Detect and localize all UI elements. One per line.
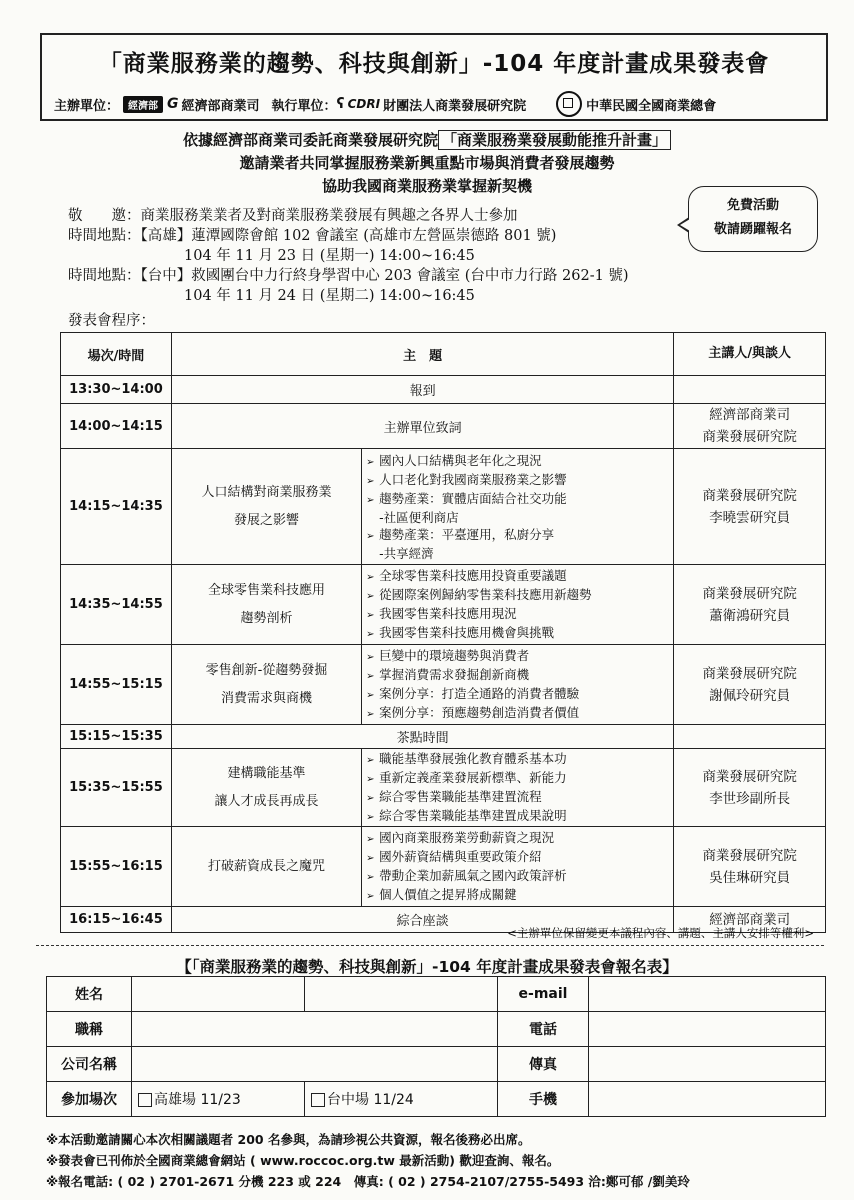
roccoc-seal-icon — [556, 91, 582, 117]
date-taichung: 104 年 11 月 24 日 (星期二) 14:00~16:45 — [68, 288, 475, 304]
bubble-line2: 敬請踴躍報名 — [713, 222, 792, 237]
phone-label: 電話 — [498, 1012, 589, 1047]
session-speaker — [674, 376, 826, 404]
bullet-item — [366, 685, 669, 704]
session-topic: 主辦單位致詞 — [171, 404, 674, 449]
session-topic: 報到 — [171, 376, 674, 404]
intro-line2: 邀請業者共同掌握服務業新興重點市場與消費者發展趨勢 — [239, 154, 615, 172]
option-label: 高雄場 11/23 — [154, 1092, 241, 1108]
speaker-name: 吳佳琳研究員 — [709, 869, 791, 886]
arrow-icon: ➢ — [366, 494, 375, 506]
speaker-org: 商業發展研究院 — [702, 665, 797, 682]
arrow-icon: ➢ — [366, 475, 375, 487]
session-label: 參加場次 — [47, 1082, 132, 1117]
arrow-icon: ➢ — [366, 792, 375, 804]
bullet-item — [366, 666, 669, 685]
title-line: 全球零售業科技應用 — [207, 582, 325, 598]
arrow-icon: ➢ — [366, 670, 375, 682]
moea-logo: 經濟部 — [123, 96, 163, 113]
executor-label: 執行單位： — [271, 98, 337, 114]
program-header-row — [61, 333, 826, 376]
table-row — [61, 376, 826, 404]
arrow-icon: ➢ — [366, 811, 375, 823]
fax-field[interactable] — [589, 1047, 826, 1082]
footer-notes — [46, 1129, 690, 1192]
session-title — [171, 565, 361, 645]
arrow-icon: ➢ — [366, 852, 375, 864]
session-option-taichung[interactable] — [305, 1082, 498, 1117]
bullet-text: 趨勢產業：實體店面結合社交功能 — [379, 490, 567, 506]
bullet-item — [366, 807, 669, 826]
checkbox-taichung[interactable] — [311, 1093, 325, 1107]
bullet-text: 掌握消費需求發掘創新商機 — [379, 666, 530, 682]
event-info — [68, 206, 629, 306]
bullet-text: 案例分享：預應趨勢創造消費者價值 — [379, 704, 580, 720]
speaker-org: 商業發展研究院 — [702, 847, 797, 864]
form-row — [47, 1082, 826, 1117]
session-title — [171, 645, 361, 725]
footer-line: ※發表會已刊佈於全國商業總會網站 ( www.roccoc.org.tw 最新活動) 歡迎查詢、報名。 — [46, 1153, 560, 1168]
session-topic: 綜合座談 — [171, 907, 674, 933]
table-row — [61, 565, 826, 645]
venue-kaohsiung: 時間地點：【高雄】蓮潭國際會館 102 會議室 (高雄市左營區崇德路 801 號) — [68, 228, 557, 244]
bullet-item — [366, 605, 669, 624]
disclaimer-note: <主辦單位保留變更本議程內容、講題、主講人安排等權利> — [507, 926, 814, 940]
option-label: 台中場 11/24 — [327, 1092, 414, 1108]
email-label: e-mail — [498, 977, 589, 1012]
speaker-name: 商業發展研究院 — [702, 429, 797, 445]
arrow-icon: ➢ — [366, 456, 375, 468]
session-time: 14:55~15:15 — [61, 645, 172, 725]
arrow-icon: ➢ — [366, 628, 375, 640]
speaker-name: 謝佩玲研究員 — [709, 687, 791, 704]
bullet-item — [366, 647, 669, 666]
organizer-name: 經濟部商業司 — [181, 98, 260, 114]
arrow-icon: ➢ — [366, 609, 375, 621]
name-field[interactable] — [132, 977, 305, 1012]
title-line: 人口結構對商業服務業 — [201, 484, 332, 500]
col-time-header: 場次/時間 — [61, 333, 172, 376]
arrow-icon: ➢ — [366, 890, 375, 902]
date-kaohsiung: 104 年 11 月 23 日 (星期一) 14:00~16:45 — [68, 248, 475, 264]
session-speaker — [674, 749, 826, 827]
program-label: 發表會程序： — [68, 313, 155, 329]
speaker-org: 商業發展研究院 — [702, 768, 797, 785]
bullet-text: 個人價值之提昇將成關鍵 — [379, 886, 517, 902]
bullet-text: 綜合零售業職能基準建置成果說明 — [379, 807, 567, 823]
table-row — [61, 449, 826, 565]
organizer-label: 主辦單位： — [54, 98, 120, 114]
session-title — [171, 449, 361, 565]
cdri-logo: CDRI — [347, 97, 381, 111]
bullet-item — [366, 750, 669, 769]
checkbox-kaohsiung[interactable] — [138, 1093, 152, 1107]
phone-field[interactable] — [589, 1012, 826, 1047]
bullet-item — [366, 567, 669, 586]
speaker-org: 商業發展研究院 — [702, 585, 797, 602]
bullet-text: 人口老化對我國商業服務業之影響 — [379, 471, 567, 487]
session-title — [171, 749, 361, 827]
page-title: 「商業服務業的趨勢、科技與創新」-104 年度計畫成果發表會 — [98, 51, 770, 77]
bullet-item — [366, 586, 669, 605]
bullet-item — [366, 867, 669, 886]
organizer-row — [54, 91, 814, 117]
session-speaker — [674, 645, 826, 725]
arrow-icon: ➢ — [366, 833, 375, 845]
plan-name: 「商業服務業發展動能推升計畫」 — [438, 130, 671, 150]
name-label: 姓名 — [47, 977, 132, 1012]
col-topic-header: 主 題 — [171, 333, 674, 376]
venue-taichung: 時間地點：【台中】救國團台中力行終身學習中心 203 會議室 (台中市力行路 262-1 號) — [68, 268, 629, 284]
bullet-item — [366, 829, 669, 848]
table-row — [61, 749, 826, 827]
arrow-icon: ➢ — [366, 689, 375, 701]
mobile-label: 手機 — [498, 1082, 589, 1117]
bullet-text: 國內人口結構與老年化之現況 — [379, 452, 542, 468]
bullet-text: 巨變中的環境趨勢與消費者 — [379, 647, 530, 663]
footer-line: ※報名電話: ( 02 ) 2701-2671 分機 223 或 224 傳真: ( 02 ) 2754-2107/2755-5493 洽:鄭可郁 /劉美玲 — [46, 1174, 690, 1189]
mobile-field[interactable] — [589, 1082, 826, 1117]
speaker-name: 蕭衛鴻研究員 — [709, 607, 791, 624]
title-line: 發展之影響 — [233, 512, 299, 528]
bullet-text: 綜合零售業職能基準建置流程 — [379, 788, 542, 804]
bullet-item — [366, 471, 669, 490]
session-speaker — [674, 565, 826, 645]
bullet-continuation: -共享經濟 — [379, 545, 434, 561]
bullet-item — [366, 769, 669, 788]
session-bullets — [362, 645, 674, 725]
registration-form — [46, 976, 826, 1117]
intro-line1: 依據經濟部商業司委託商業發展研究院 — [182, 131, 438, 149]
bullet-text: 重新定義產業發展新標準、新能力 — [379, 769, 567, 785]
bullet-item — [366, 452, 669, 471]
session-bullets — [362, 565, 674, 645]
arrow-icon: ➢ — [366, 773, 375, 785]
session-bullets — [362, 827, 674, 907]
program-table — [60, 332, 826, 933]
arrow-icon: ➢ — [366, 708, 375, 720]
arrow-icon: ➢ — [366, 651, 375, 663]
arrow-icon: ➢ — [366, 530, 375, 542]
g-logo-icon: G — [167, 96, 179, 112]
name-field-extra[interactable] — [305, 977, 498, 1012]
form-row — [47, 1012, 826, 1047]
session-time: 15:55~16:15 — [61, 827, 172, 907]
title-line: 讓人才成長再成長 — [214, 793, 319, 809]
bubble-line1: 免費活動 — [726, 198, 779, 213]
session-option-kaohsiung[interactable] — [132, 1082, 305, 1117]
title-line: 零售創新-從趨勢發掘 — [205, 662, 328, 678]
session-time: 14:00~14:15 — [61, 404, 172, 449]
invite-line: 敬 邀：商業服務業業者及對商業服務業發展有興趣之各界人士參加 — [68, 208, 518, 224]
form-row — [47, 977, 826, 1012]
bullet-item — [366, 704, 669, 723]
co-organizer-name: 中華民國全國商業總會 — [586, 98, 717, 114]
bullet-item — [366, 526, 669, 545]
bullet-text: 帶動企業加薪風氣之國內政策評析 — [379, 867, 567, 883]
company-field[interactable] — [132, 1047, 498, 1082]
bullet-text: 案例分享：打造全通路的消費者體驗 — [379, 685, 580, 701]
arrow-icon: ➢ — [366, 590, 375, 602]
session-time: 16:15~16:45 — [61, 907, 172, 933]
bullet-text: 國內商業服務業勞動薪資之現況 — [379, 829, 555, 845]
bullet-item — [366, 788, 669, 807]
bullet-text: 全球零售業科技應用投資重要議題 — [379, 567, 567, 583]
bullet-continuation: -社區便利商店 — [379, 509, 459, 525]
bullet-item — [366, 848, 669, 867]
table-row — [61, 404, 826, 449]
session-time: 14:35~14:55 — [61, 565, 172, 645]
fax-label: 傳真 — [498, 1047, 589, 1082]
executor-name: 財團法人商業發展研究院 — [383, 98, 527, 114]
bullet-text: 國外薪資結構與重要政策介紹 — [379, 848, 542, 864]
session-time: 13:30~14:00 — [61, 376, 172, 404]
arrow-icon: ➢ — [366, 754, 375, 766]
speaker-name: 李世珍副所長 — [709, 790, 791, 807]
title-line: 趨勢剖析 — [240, 610, 293, 626]
bullet-text: 我國零售業科技應用現況 — [379, 605, 517, 621]
footer-line: ※本活動邀請關心本次相關議題者 200 名參與，為請珍視公共資源，報名後務必出席。 — [46, 1132, 531, 1147]
bullet-text: 趨勢產業：平臺運用，私廚分享 — [379, 526, 555, 542]
header-frame — [40, 33, 828, 121]
bullet-item — [366, 886, 669, 905]
title-line: 建構職能基準 — [227, 765, 306, 781]
position-field[interactable] — [132, 1012, 498, 1047]
table-row — [61, 725, 826, 749]
intro-line3: 協助我國商業服務業掌握新契機 — [321, 177, 532, 195]
col-speaker-header: 主講人/與談人 — [674, 333, 826, 376]
speaker-org: 經濟部商業司 — [709, 407, 791, 423]
arrow-icon: ➢ — [366, 571, 375, 583]
session-bullets — [362, 449, 674, 565]
session-time: 15:15~15:35 — [61, 725, 172, 749]
form-title: 【「商業服務業的趨勢、科技與創新」-104 年度計畫成果發表會報名表】 — [176, 958, 678, 976]
free-event-bubble — [688, 186, 818, 252]
bullet-item — [366, 624, 669, 643]
bullet-text: 從國際案例歸納零售業科技應用新趨勢 — [379, 586, 592, 602]
session-bullets — [362, 749, 674, 827]
speaker-org: 商業發展研究院 — [702, 487, 797, 504]
session-speaker: 經濟部商業司 — [674, 907, 826, 933]
table-row — [61, 645, 826, 725]
title-line: 打破薪資成長之魔咒 — [207, 858, 325, 874]
session-time: 15:35~15:55 — [61, 749, 172, 827]
speaker-name: 李曉雲研究員 — [709, 509, 791, 526]
email-field[interactable] — [589, 977, 826, 1012]
title-line: 消費需求與商機 — [220, 690, 312, 706]
table-row — [61, 827, 826, 907]
session-speaker — [674, 725, 826, 749]
session-speaker — [674, 827, 826, 907]
arrow-icon: ➢ — [366, 871, 375, 883]
bullet-text: 職能基準發展強化教育體系基本功 — [379, 750, 567, 766]
bullet-text: 我國零售業科技應用機會與挑戰 — [379, 624, 555, 640]
form-row — [47, 1047, 826, 1082]
session-time: 14:15~14:35 — [61, 449, 172, 565]
cdri-swirl-icon: ʕ — [336, 96, 345, 112]
cut-line-divider — [36, 945, 824, 946]
session-title — [171, 827, 361, 907]
session-topic: 茶點時間 — [171, 725, 674, 749]
company-label: 公司名稱 — [47, 1047, 132, 1082]
position-label: 職稱 — [47, 1012, 132, 1047]
session-speaker — [674, 449, 826, 565]
bullet-item — [366, 490, 669, 509]
session-speaker — [674, 404, 826, 449]
